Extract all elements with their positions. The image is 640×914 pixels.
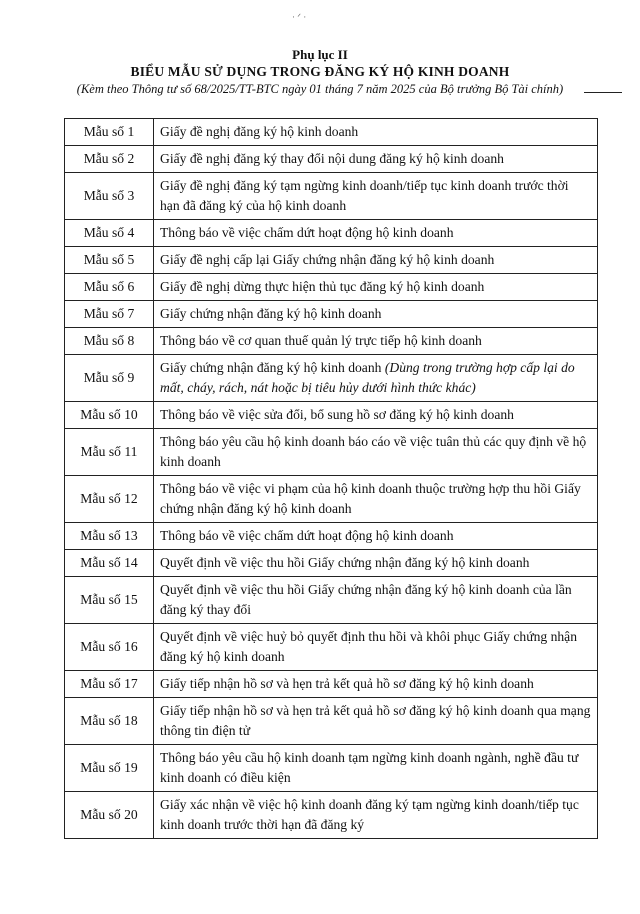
form-description-cell [154, 698, 598, 745]
table-row [65, 745, 598, 792]
form-description: Giấy tiếp nhận hồ sơ và hẹn trả kết quả hồ sơ đăng ký hộ kinh doanh [160, 676, 534, 691]
form-description: Thông báo về việc chấm dứt hoạt động hộ kinh doanh [160, 225, 454, 240]
table-row [65, 173, 598, 220]
form-number: Mẫu số 1 [65, 119, 154, 146]
form-number: Mẫu số 17 [65, 671, 154, 698]
table-row [65, 355, 598, 402]
table-row [65, 429, 598, 476]
table-row [65, 301, 598, 328]
table-row [65, 476, 598, 523]
form-number: Mẫu số 10 [65, 402, 154, 429]
form-description-cell [154, 523, 598, 550]
form-number: Mẫu số 20 [65, 792, 154, 839]
form-description-cell [154, 429, 598, 476]
form-description-cell [154, 671, 598, 698]
form-number: Mẫu số 3 [65, 173, 154, 220]
table-row [65, 119, 598, 146]
form-number: Mẫu số 2 [65, 146, 154, 173]
form-description: Giấy tiếp nhận hồ sơ và hẹn trả kết quả hồ sơ đăng ký hộ kinh doanh qua mạng thông tin điện tử [160, 703, 591, 738]
form-description: Giấy chứng nhận đăng ký hộ kinh doanh [160, 306, 382, 321]
form-description: Quyết định về việc thu hồi Giấy chứng nhận đăng ký hộ kinh doanh [160, 555, 530, 570]
form-description: Thông báo về việc sửa đổi, bổ sung hồ sơ đăng ký hộ kinh doanh [160, 407, 514, 422]
form-description-cell [154, 792, 598, 839]
form-description-cell [154, 146, 598, 173]
form-number: Mẫu số 4 [65, 220, 154, 247]
form-description-cell [154, 577, 598, 624]
form-description: Giấy đề nghị dừng thực hiện thủ tục đăng ký hộ kinh doanh [160, 279, 485, 294]
form-description: Giấy xác nhận về việc hộ kinh doanh đăng ký tạm ngừng kinh doanh/tiếp tục kinh doanh trước thời hạn đã đăng ký [160, 797, 579, 832]
table-row [65, 402, 598, 429]
form-description: Giấy đề nghị đăng ký hộ kinh doanh [160, 124, 359, 139]
form-description-cell [154, 745, 598, 792]
form-number: Mẫu số 15 [65, 577, 154, 624]
form-description-cell [154, 328, 598, 355]
form-description: Thông báo về cơ quan thuế quản lý trực tiếp hộ kinh doanh [160, 333, 482, 348]
form-number: Mẫu số 13 [65, 523, 154, 550]
form-number: Mẫu số 18 [65, 698, 154, 745]
form-description-cell [154, 247, 598, 274]
form-note: (Dùng trong trường hợp cấp lại do mất, cháy, rách, nát hoặc bị tiêu hủy dưới hình thức khác) [160, 360, 575, 395]
table-row [65, 577, 598, 624]
table-row [65, 328, 598, 355]
form-description-cell [154, 476, 598, 523]
form-description: Giấy đề nghị đăng ký thay đổi nội dung đăng ký hộ kinh doanh [160, 151, 504, 166]
form-description-cell [154, 402, 598, 429]
form-description: Thông báo về việc chấm dứt hoạt động hộ kinh doanh [160, 528, 454, 543]
table-row [65, 792, 598, 839]
form-number: Mẫu số 14 [65, 550, 154, 577]
table-row [65, 274, 598, 301]
table-row [65, 247, 598, 274]
page-title: BIỂU MẪU SỬ DỤNG TRONG ĐĂNG KÝ HỘ KINH DOANH [130, 64, 510, 79]
form-number: Mẫu số 19 [65, 745, 154, 792]
form-description: Giấy đề nghị đăng ký tạm ngừng kinh doanh/tiếp tục kinh doanh trước thời hạn đã đăng ký của hộ kinh doanh [160, 178, 569, 213]
form-number: Mẫu số 12 [65, 476, 154, 523]
table-row [65, 146, 598, 173]
form-description-cell [154, 119, 598, 146]
subtitle-rule [584, 92, 622, 93]
table-row [65, 523, 598, 550]
form-number: Mẫu số 11 [65, 429, 154, 476]
table-row [65, 550, 598, 577]
form-description: Giấy đề nghị cấp lại Giấy chứng nhận đăng ký hộ kinh doanh [160, 252, 495, 267]
scan-speck: · ᐟ · [292, 12, 307, 22]
form-number: Mẫu số 9 [65, 355, 154, 402]
form-number: Mẫu số 5 [65, 247, 154, 274]
form-number: Mẫu số 7 [65, 301, 154, 328]
table-row [65, 220, 598, 247]
form-number: Mẫu số 16 [65, 624, 154, 671]
form-description: Thông báo yêu cầu hộ kinh doanh tạm ngừng kinh doanh ngành, nghề đầu tư kinh doanh có điều kiện [160, 750, 579, 785]
forms-table-body [65, 119, 598, 839]
forms-table [64, 118, 598, 839]
form-description-cell [154, 274, 598, 301]
page-subtitle: (Kèm theo Thông tư số 68/2025/TT-BTC ngày 01 tháng 7 năm 2025 của Bộ trưởng Bộ Tài chính) [76, 82, 564, 96]
form-description: Thông báo về việc vi phạm của hộ kinh doanh thuộc trường hợp thu hồi Giấy chứng nhận đăng ký hộ kinh doanh [160, 481, 581, 516]
form-number: Mẫu số 8 [65, 328, 154, 355]
table-row [65, 671, 598, 698]
form-description-cell [154, 550, 598, 577]
form-description-cell [154, 355, 598, 402]
form-number: Mẫu số 6 [65, 274, 154, 301]
form-description-cell [154, 624, 598, 671]
form-description: Quyết định về việc thu hồi Giấy chứng nhận đăng ký hộ kinh doanh của lần đăng ký thay đổi [160, 582, 572, 617]
appendix-label: Phụ lục II [292, 47, 348, 62]
form-description-cell [154, 173, 598, 220]
form-description-cell [154, 301, 598, 328]
form-description: Giấy chứng nhận đăng ký hộ kinh doanh [160, 360, 382, 375]
form-description-cell [154, 220, 598, 247]
form-description: Thông báo yêu cầu hộ kinh doanh báo cáo về việc tuân thủ các quy định về hộ kinh doanh [160, 434, 587, 469]
table-row [65, 624, 598, 671]
form-description: Quyết định về việc huỷ bỏ quyết định thu hồi và khôi phục Giấy chứng nhận đăng ký hộ kinh doanh [160, 629, 577, 664]
table-row [65, 698, 598, 745]
